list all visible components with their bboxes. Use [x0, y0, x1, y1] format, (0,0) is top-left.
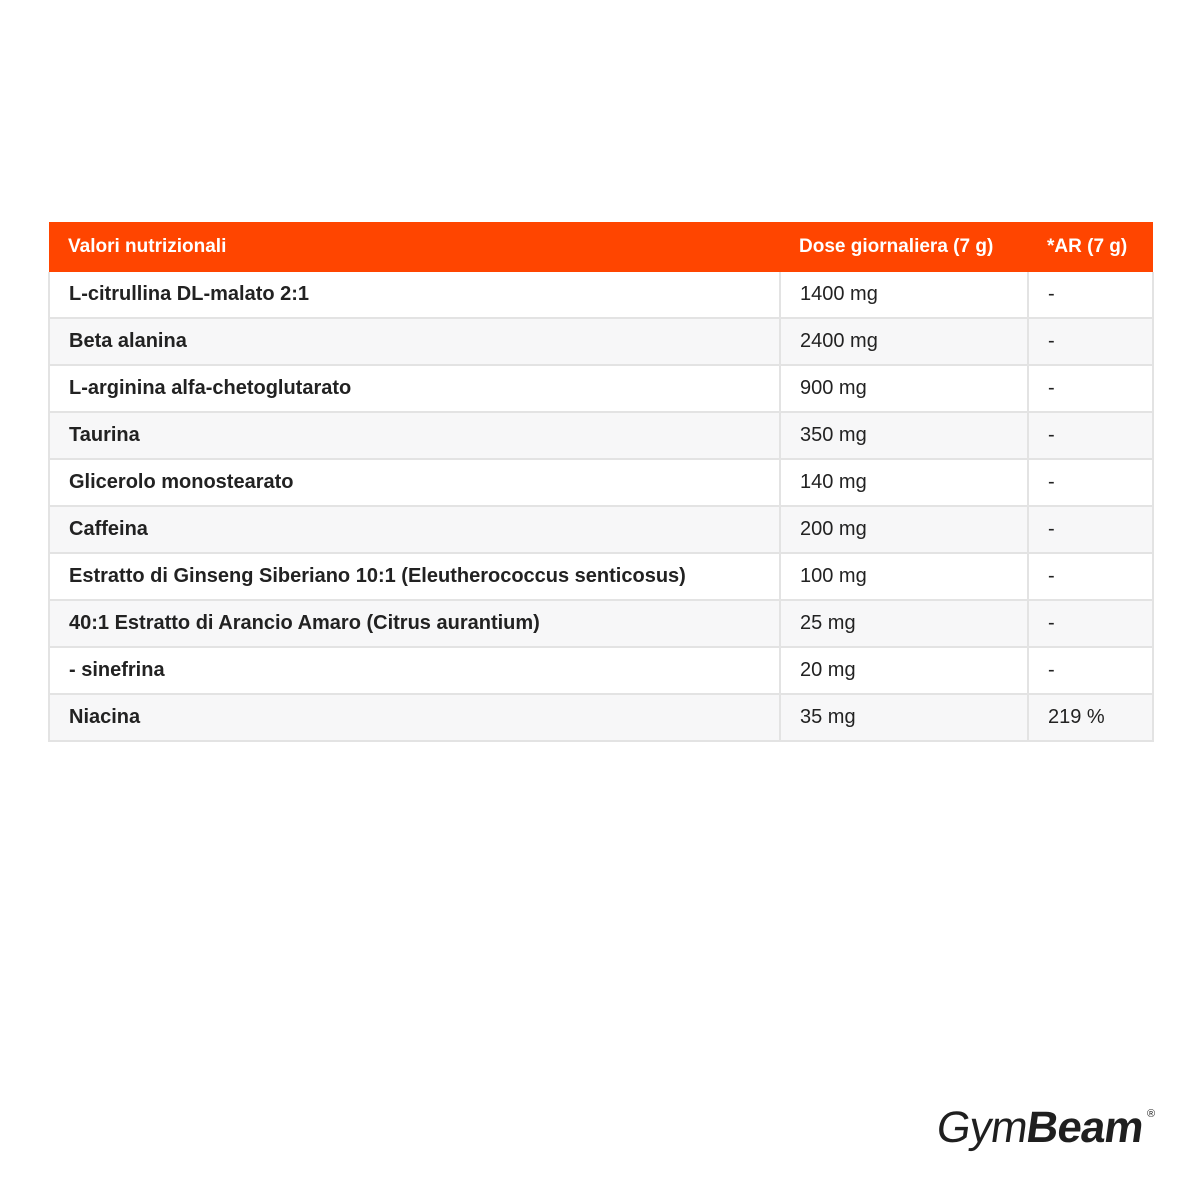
table-row [49, 365, 1153, 412]
ingredient-name: L-arginina alfa-chetoglutarato [49, 365, 780, 412]
logo-text-beam: Beam [1023, 1103, 1147, 1152]
reference-intake: - [1028, 553, 1153, 600]
table-body [49, 272, 1153, 741]
daily-dose: 350 mg [780, 412, 1028, 459]
registered-mark: ® [1146, 1108, 1154, 1120]
daily-dose: 140 mg [780, 459, 1028, 506]
table-header [49, 222, 1153, 272]
ingredient-name: Beta alanina [49, 318, 780, 365]
gymbeam-logo [934, 1103, 1156, 1153]
table-row [49, 459, 1153, 506]
table-row [49, 272, 1153, 318]
daily-dose: 900 mg [780, 365, 1028, 412]
reference-intake: - [1028, 318, 1153, 365]
table-row [49, 506, 1153, 553]
header-row [49, 222, 1153, 272]
table-row [49, 318, 1153, 365]
ingredient-name: - sinefrina [49, 647, 780, 694]
header-nutritional-values: Valori nutrizionali [49, 222, 780, 272]
table-row [49, 553, 1153, 600]
daily-dose: 20 mg [780, 647, 1028, 694]
table-row [49, 647, 1153, 694]
reference-intake: - [1028, 412, 1153, 459]
header-daily-dose: Dose giornaliera (7 g) [780, 222, 1028, 272]
reference-intake: 219 % [1028, 694, 1153, 741]
reference-intake: - [1028, 647, 1153, 694]
ingredient-name: Caffeina [49, 506, 780, 553]
daily-dose: 200 mg [780, 506, 1028, 553]
reference-intake: - [1028, 600, 1153, 647]
table-row [49, 694, 1153, 741]
ingredient-name: Estratto di Ginseng Siberiano 10:1 (Eleutherococcus senticosus) [49, 553, 780, 600]
ingredient-name: Niacina [49, 694, 780, 741]
logo-text-gym: Gym [933, 1103, 1031, 1152]
ingredient-name: 40:1 Estratto di Arancio Amaro (Citrus aurantium) [49, 600, 780, 647]
daily-dose: 2400 mg [780, 318, 1028, 365]
nutrition-table [48, 222, 1154, 742]
reference-intake: - [1028, 365, 1153, 412]
ingredient-name: Taurina [49, 412, 780, 459]
daily-dose: 35 mg [780, 694, 1028, 741]
reference-intake: - [1028, 459, 1153, 506]
reference-intake: - [1028, 272, 1153, 318]
table-row [49, 600, 1153, 647]
daily-dose: 1400 mg [780, 272, 1028, 318]
table-row [49, 412, 1153, 459]
ingredient-name: Glicerolo monostearato [49, 459, 780, 506]
reference-intake: - [1028, 506, 1153, 553]
daily-dose: 100 mg [780, 553, 1028, 600]
header-reference-intake: *AR (7 g) [1028, 222, 1153, 272]
ingredient-name: L-citrullina DL-malato 2:1 [49, 272, 780, 318]
daily-dose: 25 mg [780, 600, 1028, 647]
